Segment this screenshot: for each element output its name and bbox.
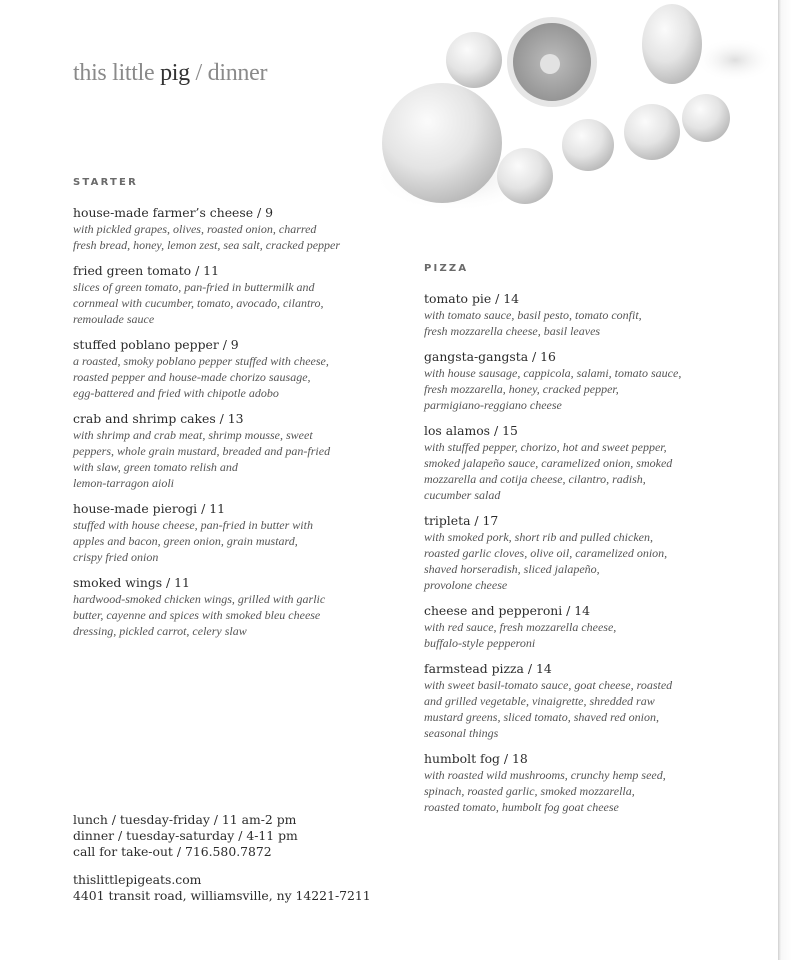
hours-lunch: lunch / tuesday-friday / 11 am-2 pm: [73, 812, 297, 827]
menu-item-desc: egg-battered and fried with chipotle adobo: [73, 386, 279, 400]
menu-item: [424, 349, 714, 413]
menu-item-name: tomato pie / 14: [424, 291, 519, 306]
menu-item-desc: dressing, pickled carrot, celery slaw: [73, 624, 247, 638]
menu-item-desc: and grilled vegetable, vinaigrette, shredded raw: [424, 694, 655, 708]
menu-item-desc: slices of green tomato, pan-fried in buttermilk and: [73, 280, 315, 294]
menu-item-name: los alamos / 15: [424, 423, 518, 438]
menu-item-desc: butter, cayenne and spices with smoked bleu cheese: [73, 608, 321, 622]
menu-item-desc: hardwood-smoked chicken wings, grilled with garlic: [73, 592, 326, 606]
menu-item-desc: mozzarella and cotija cheese, cilantro, radish,: [424, 472, 646, 486]
menu-item-desc: roasted pepper and house-made chorizo sausage,: [73, 370, 311, 384]
menu-item-name: gangsta-gangsta / 16: [424, 349, 556, 364]
menu-item-desc: cucumber salad: [424, 488, 501, 502]
mushroom-shadow: [695, 38, 770, 82]
mushroom-small: [682, 94, 730, 142]
menu-item-desc: fresh mozzarella, honey, cracked pepper,: [424, 382, 619, 396]
hours-dinner: dinner / tuesday-saturday / 4-11 pm: [73, 828, 298, 843]
menu-item-desc: roasted garlic cloves, olive oil, caramelized onion,: [424, 546, 668, 560]
menu-item: [73, 263, 373, 327]
title-suffix: / dinner: [189, 60, 268, 86]
menu-item-desc: seasonal things: [424, 726, 499, 740]
menu-item-desc: peppers, whole grain mustard, breaded and pan-fried: [73, 444, 331, 458]
menu-item-desc: with stuffed pepper, chorizo, hot and sweet pepper,: [424, 440, 667, 454]
menu-item: [424, 291, 714, 339]
menu-item-desc: fresh mozzarella cheese, basil leaves: [424, 324, 601, 338]
menu-item-desc: buffalo-style pepperoni: [424, 636, 536, 650]
mushrooms-photo: [370, 0, 770, 240]
menu-item-name: house-made pierogi / 11: [73, 501, 225, 516]
menu-item-desc: with tomato sauce, basil pesto, tomato confit,: [424, 308, 642, 322]
menu-item-desc: with house sausage, cappicola, salami, tomato sauce,: [424, 366, 682, 380]
mushroom-large: [382, 83, 502, 203]
menu-item-desc: fresh bread, honey, lemon zest, sea salt, cracked pepper: [73, 238, 341, 252]
menu-item-desc: with smoked pork, short rib and pulled chicken,: [424, 530, 653, 544]
menu-item-name: humbolt fog / 18: [424, 751, 528, 766]
mushroom-medium: [562, 119, 614, 171]
menu-item: [424, 751, 714, 815]
page-title: [73, 60, 267, 87]
menu-item-desc: roasted tomato, humbolt fog goat cheese: [424, 800, 619, 814]
menu-item-desc: stuffed with house cheese, pan-fried in butter with: [73, 518, 313, 532]
mushroom-tall: [642, 4, 702, 84]
menu-item-desc: with sweet basil-tomato sauce, goat cheese, roasted: [424, 678, 673, 692]
menu-item-desc: with red sauce, fresh mozzarella cheese,: [424, 620, 617, 634]
menu-item: [73, 575, 373, 639]
menu-item-desc: apples and bacon, green onion, grain mustard,: [73, 534, 298, 548]
menu-item: [73, 205, 373, 253]
menu-item-desc: crispy fried onion: [73, 550, 159, 564]
starter-heading: STARTER: [73, 177, 138, 188]
menu-item-name: smoked wings / 11: [73, 575, 190, 590]
menu-item-name: crab and shrimp cakes / 13: [73, 411, 244, 426]
menu-item-name: stuffed poblano pepper / 9: [73, 337, 239, 352]
menu-item-name: fried green tomato / 11: [73, 263, 219, 278]
menu-item-desc: smoked jalapeño sauce, caramelized onion, smoked: [424, 456, 673, 470]
title-prefix: this little: [73, 60, 161, 86]
mushroom-small: [446, 32, 502, 88]
mushroom-medium: [624, 104, 680, 160]
menu-item: [424, 423, 714, 503]
menu-item-desc: mustard greens, sliced tomato, shaved red onion,: [424, 710, 659, 724]
menu-item-name: farmstead pizza / 14: [424, 661, 552, 676]
menu-item: [73, 411, 373, 491]
menu-item-desc: with pickled grapes, olives, roasted onion, charred: [73, 222, 317, 236]
menu-item-desc: remoulade sauce: [73, 312, 155, 326]
menu-item-name: tripleta / 17: [424, 513, 499, 528]
menu-item-desc: a roasted, smoky poblano pepper stuffed with cheese,: [73, 354, 329, 368]
menu-item-desc: lemon-tarragon aioli: [73, 476, 174, 490]
website-link[interactable]: thislittlepigeats.com: [73, 872, 202, 887]
starter-list: [73, 205, 373, 649]
takeout-phone: call for take-out / 716.580.7872: [73, 844, 272, 859]
menu-item-name: house-made farmer’s cheese / 9: [73, 205, 273, 220]
menu-item: [424, 603, 714, 651]
menu-item-desc: with slaw, green tomato relish and: [73, 460, 238, 474]
menu-item: [424, 661, 714, 741]
address: 4401 transit road, williamsville, ny 14221-7211: [73, 888, 371, 903]
footer-info: [73, 812, 393, 904]
menu-item-desc: with shrimp and crab meat, shrimp mousse, sweet: [73, 428, 313, 442]
menu-item: [73, 501, 373, 565]
page-edge: [778, 0, 792, 960]
pizza-list: [424, 291, 714, 825]
pizza-heading: PIZZA: [424, 263, 469, 274]
menu-item-desc: cornmeal with cucumber, tomato, avocado, cilantro,: [73, 296, 324, 310]
title-pig: pig: [160, 60, 190, 86]
mushroom-medium: [497, 148, 553, 204]
menu-item: [424, 513, 714, 593]
menu-item-desc: shaved horseradish, sliced jalapeño,: [424, 562, 600, 576]
menu-item: [73, 337, 373, 401]
footer-gap: [73, 860, 393, 872]
menu-item-desc: parmigiano-reggiano cheese: [424, 398, 562, 412]
menu-item-desc: provolone cheese: [424, 578, 508, 592]
menu-item-desc: spinach, roasted garlic, smoked mozzarella,: [424, 784, 635, 798]
menu-item-desc: with roasted wild mushrooms, crunchy hemp seed,: [424, 768, 666, 782]
menu-item-name: cheese and pepperoni / 14: [424, 603, 591, 618]
mushroom-stem: [540, 54, 560, 74]
